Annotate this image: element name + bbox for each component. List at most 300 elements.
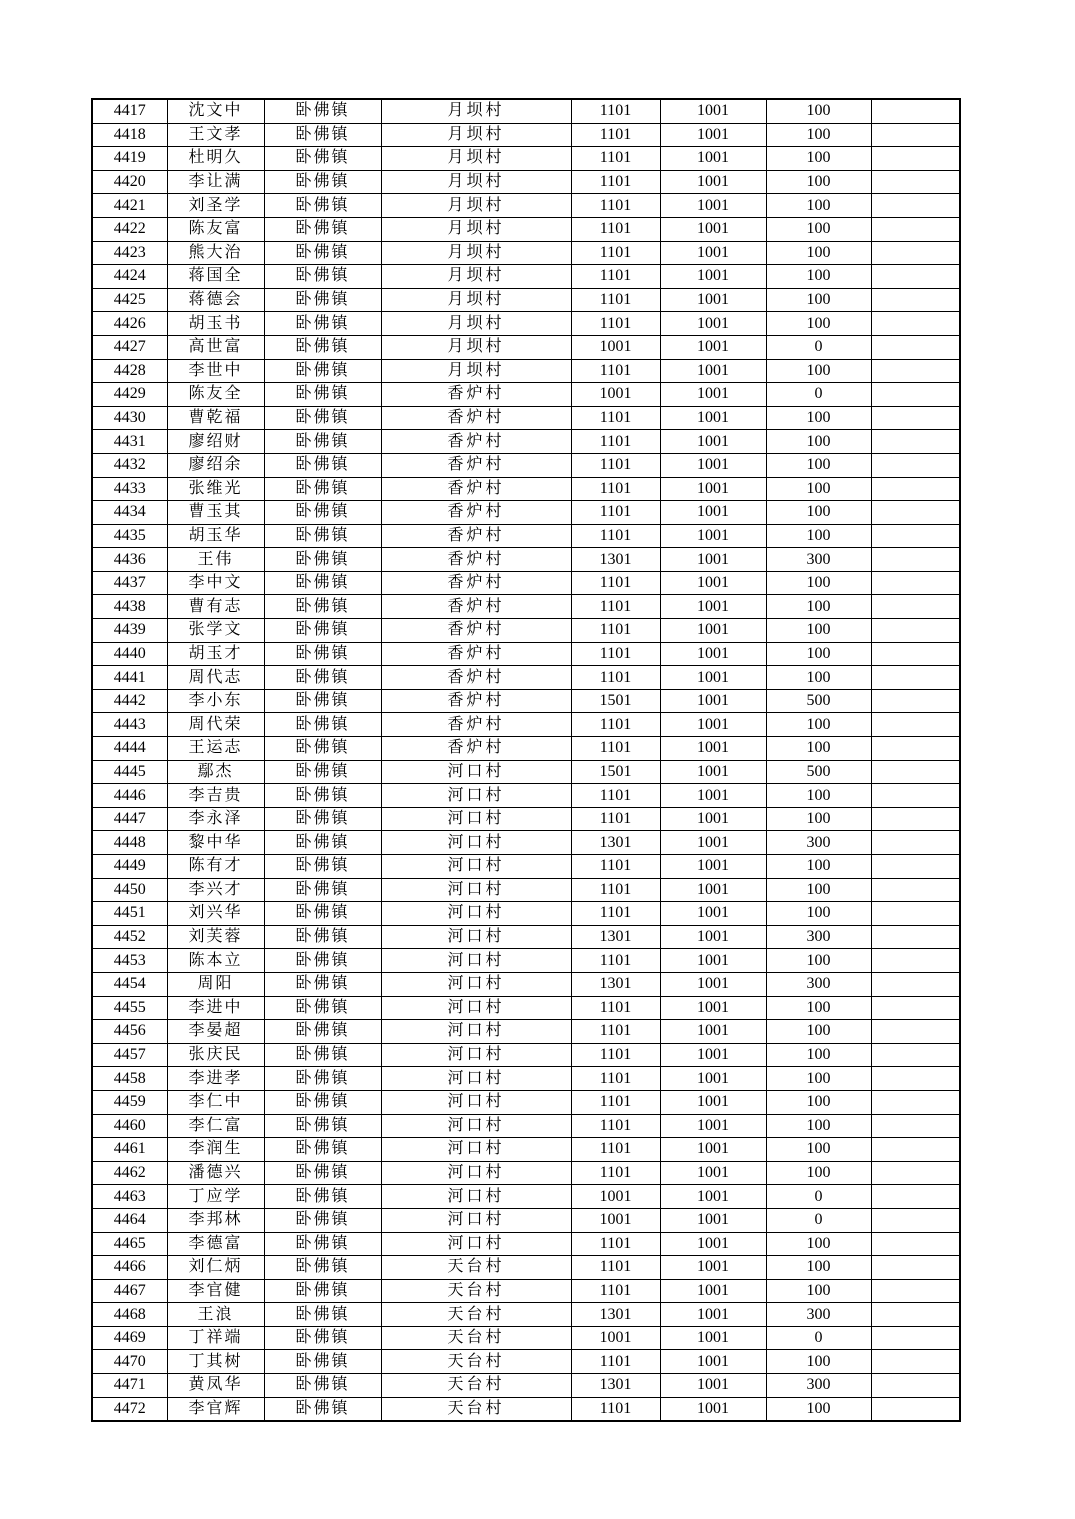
amount-cell: 100: [766, 123, 871, 147]
table-row: [92, 666, 960, 690]
note-cell: [871, 902, 960, 926]
village-cell: 香炉村: [381, 619, 571, 643]
town-cell: 卧佛镇: [264, 1256, 381, 1280]
town-cell: 卧佛镇: [264, 288, 381, 312]
town-cell: 卧佛镇: [264, 430, 381, 454]
village-cell: 河口村: [381, 1161, 571, 1185]
row-number-cell: 4430: [92, 406, 167, 430]
code-b-cell: 1001: [660, 194, 766, 218]
note-cell: [871, 1090, 960, 1114]
town-cell: 卧佛镇: [264, 1303, 381, 1327]
code-a-cell: 1101: [571, 194, 660, 218]
row-number-cell: 4441: [92, 666, 167, 690]
note-cell: [871, 642, 960, 666]
row-number-cell: 4457: [92, 1043, 167, 1067]
code-b-cell: 1001: [660, 595, 766, 619]
town-cell: 卧佛镇: [264, 925, 381, 949]
row-number-cell: 4465: [92, 1232, 167, 1256]
row-number-cell: 4418: [92, 123, 167, 147]
code-b-cell: 1001: [660, 666, 766, 690]
village-cell: 香炉村: [381, 548, 571, 572]
code-a-cell: 1101: [571, 1161, 660, 1185]
code-a-cell: 1501: [571, 689, 660, 713]
row-number-cell: 4443: [92, 713, 167, 737]
name-cell: 胡玉书: [167, 312, 264, 336]
note-cell: [871, 855, 960, 879]
name-cell: 廖绍财: [167, 430, 264, 454]
village-cell: 河口村: [381, 925, 571, 949]
name-cell: 李中文: [167, 571, 264, 595]
name-cell: 李仁中: [167, 1090, 264, 1114]
note-cell: [871, 241, 960, 265]
amount-cell: 300: [766, 972, 871, 996]
name-cell: 杜明久: [167, 147, 264, 171]
code-b-cell: 1001: [660, 737, 766, 761]
village-cell: 河口村: [381, 784, 571, 808]
code-b-cell: 1001: [660, 760, 766, 784]
code-b-cell: 1001: [660, 855, 766, 879]
town-cell: 卧佛镇: [264, 524, 381, 548]
note-cell: [871, 1326, 960, 1350]
village-cell: 月坝村: [381, 312, 571, 336]
row-number-cell: 4456: [92, 1020, 167, 1044]
amount-cell: 100: [766, 1114, 871, 1138]
name-cell: 沈文中: [167, 99, 264, 123]
note-cell: [871, 760, 960, 784]
code-b-cell: 1001: [660, 170, 766, 194]
note-cell: [871, 1161, 960, 1185]
amount-cell: 100: [766, 524, 871, 548]
town-cell: 卧佛镇: [264, 1043, 381, 1067]
town-cell: 卧佛镇: [264, 170, 381, 194]
note-cell: [871, 548, 960, 572]
name-cell: 刘芙蓉: [167, 925, 264, 949]
row-number-cell: 4426: [92, 312, 167, 336]
table-row: [92, 1138, 960, 1162]
table-row: [92, 737, 960, 761]
code-a-cell: 1101: [571, 1138, 660, 1162]
name-cell: 陈本立: [167, 949, 264, 973]
note-cell: [871, 406, 960, 430]
code-b-cell: 1001: [660, 1090, 766, 1114]
note-cell: [871, 265, 960, 289]
town-cell: 卧佛镇: [264, 501, 381, 525]
amount-cell: 100: [766, 147, 871, 171]
row-number-cell: 4468: [92, 1303, 167, 1327]
code-b-cell: 1001: [660, 312, 766, 336]
code-b-cell: 1001: [660, 265, 766, 289]
name-cell: 陈友富: [167, 217, 264, 241]
code-a-cell: 1101: [571, 359, 660, 383]
table-row: [92, 1114, 960, 1138]
name-cell: 周代志: [167, 666, 264, 690]
code-a-cell: 1101: [571, 996, 660, 1020]
code-a-cell: 1101: [571, 784, 660, 808]
row-number-cell: 4472: [92, 1397, 167, 1421]
code-a-cell: 1101: [571, 1020, 660, 1044]
town-cell: 卧佛镇: [264, 619, 381, 643]
village-cell: 天台村: [381, 1350, 571, 1374]
code-b-cell: 1001: [660, 878, 766, 902]
name-cell: 陈友全: [167, 383, 264, 407]
table-row: [92, 1350, 960, 1374]
town-cell: 卧佛镇: [264, 855, 381, 879]
table-row: [92, 925, 960, 949]
row-number-cell: 4449: [92, 855, 167, 879]
table-row: [92, 878, 960, 902]
row-number-cell: 4429: [92, 383, 167, 407]
village-cell: 月坝村: [381, 217, 571, 241]
town-cell: 卧佛镇: [264, 359, 381, 383]
code-b-cell: 1001: [660, 1256, 766, 1280]
code-a-cell: 1101: [571, 1090, 660, 1114]
code-a-cell: 1101: [571, 1350, 660, 1374]
town-cell: 卧佛镇: [264, 666, 381, 690]
amount-cell: 100: [766, 666, 871, 690]
table-row: [92, 170, 960, 194]
note-cell: [871, 831, 960, 855]
table-row: [92, 1303, 960, 1327]
row-number-cell: 4452: [92, 925, 167, 949]
table-row: [92, 430, 960, 454]
village-cell: 香炉村: [381, 477, 571, 501]
row-number-cell: 4454: [92, 972, 167, 996]
village-cell: 河口村: [381, 972, 571, 996]
town-cell: 卧佛镇: [264, 265, 381, 289]
town-cell: 卧佛镇: [264, 1185, 381, 1209]
amount-cell: 300: [766, 831, 871, 855]
town-cell: 卧佛镇: [264, 996, 381, 1020]
town-cell: 卧佛镇: [264, 123, 381, 147]
town-cell: 卧佛镇: [264, 760, 381, 784]
row-number-cell: 4459: [92, 1090, 167, 1114]
village-cell: 月坝村: [381, 241, 571, 265]
code-b-cell: 1001: [660, 501, 766, 525]
village-cell: 月坝村: [381, 288, 571, 312]
code-a-cell: 1301: [571, 831, 660, 855]
name-cell: 黄凤华: [167, 1374, 264, 1398]
town-cell: 卧佛镇: [264, 312, 381, 336]
code-a-cell: 1501: [571, 760, 660, 784]
amount-cell: 0: [766, 383, 871, 407]
amount-cell: 300: [766, 1374, 871, 1398]
village-cell: 香炉村: [381, 571, 571, 595]
village-cell: 河口村: [381, 1090, 571, 1114]
name-cell: 刘仁炳: [167, 1256, 264, 1280]
table-body: [92, 99, 960, 1421]
amount-cell: 0: [766, 1326, 871, 1350]
code-a-cell: 1001: [571, 1326, 660, 1350]
town-cell: 卧佛镇: [264, 713, 381, 737]
amount-cell: 100: [766, 217, 871, 241]
table-row: [92, 1256, 960, 1280]
town-cell: 卧佛镇: [264, 642, 381, 666]
note-cell: [871, 1185, 960, 1209]
town-cell: 卧佛镇: [264, 1090, 381, 1114]
row-number-cell: 4467: [92, 1279, 167, 1303]
village-cell: 香炉村: [381, 453, 571, 477]
code-a-cell: 1101: [571, 1232, 660, 1256]
code-b-cell: 1001: [660, 831, 766, 855]
table-row: [92, 1020, 960, 1044]
note-cell: [871, 689, 960, 713]
amount-cell: 0: [766, 1185, 871, 1209]
code-a-cell: 1101: [571, 265, 660, 289]
note-cell: [871, 147, 960, 171]
village-cell: 香炉村: [381, 666, 571, 690]
name-cell: 刘兴华: [167, 902, 264, 926]
table-row: [92, 1067, 960, 1091]
village-cell: 香炉村: [381, 524, 571, 548]
row-number-cell: 4448: [92, 831, 167, 855]
code-b-cell: 1001: [660, 241, 766, 265]
row-number-cell: 4427: [92, 335, 167, 359]
amount-cell: 100: [766, 1232, 871, 1256]
row-number-cell: 4424: [92, 265, 167, 289]
town-cell: 卧佛镇: [264, 453, 381, 477]
name-cell: 胡玉华: [167, 524, 264, 548]
amount-cell: 100: [766, 1256, 871, 1280]
code-b-cell: 1001: [660, 406, 766, 430]
code-b-cell: 1001: [660, 477, 766, 501]
amount-cell: 100: [766, 1350, 871, 1374]
village-cell: 月坝村: [381, 170, 571, 194]
name-cell: 张庆民: [167, 1043, 264, 1067]
code-a-cell: 1101: [571, 406, 660, 430]
note-cell: [871, 807, 960, 831]
name-cell: 李吉贵: [167, 784, 264, 808]
amount-cell: 0: [766, 335, 871, 359]
row-number-cell: 4435: [92, 524, 167, 548]
town-cell: 卧佛镇: [264, 147, 381, 171]
table-row: [92, 996, 960, 1020]
code-b-cell: 1001: [660, 1114, 766, 1138]
name-cell: 李官辉: [167, 1397, 264, 1421]
town-cell: 卧佛镇: [264, 807, 381, 831]
code-a-cell: 1101: [571, 453, 660, 477]
code-a-cell: 1101: [571, 524, 660, 548]
table-row: [92, 548, 960, 572]
code-b-cell: 1001: [660, 972, 766, 996]
village-cell: 天台村: [381, 1303, 571, 1327]
amount-cell: 100: [766, 1090, 871, 1114]
village-cell: 香炉村: [381, 713, 571, 737]
amount-cell: 100: [766, 359, 871, 383]
row-number-cell: 4463: [92, 1185, 167, 1209]
code-b-cell: 1001: [660, 1161, 766, 1185]
table-row: [92, 949, 960, 973]
amount-cell: 300: [766, 548, 871, 572]
village-cell: 河口村: [381, 878, 571, 902]
village-cell: 河口村: [381, 760, 571, 784]
note-cell: [871, 713, 960, 737]
code-a-cell: 1101: [571, 737, 660, 761]
row-number-cell: 4469: [92, 1326, 167, 1350]
town-cell: 卧佛镇: [264, 949, 381, 973]
village-cell: 天台村: [381, 1326, 571, 1350]
table-row: [92, 241, 960, 265]
code-a-cell: 1101: [571, 666, 660, 690]
note-cell: [871, 99, 960, 123]
amount-cell: 100: [766, 571, 871, 595]
table-row: [92, 524, 960, 548]
code-a-cell: 1101: [571, 1256, 660, 1280]
town-cell: 卧佛镇: [264, 1020, 381, 1044]
amount-cell: 100: [766, 265, 871, 289]
table-row: [92, 312, 960, 336]
town-cell: 卧佛镇: [264, 194, 381, 218]
code-a-cell: 1101: [571, 170, 660, 194]
name-cell: 黎中华: [167, 831, 264, 855]
amount-cell: 100: [766, 430, 871, 454]
name-cell: 李小东: [167, 689, 264, 713]
name-cell: 潘德兴: [167, 1161, 264, 1185]
amount-cell: 100: [766, 312, 871, 336]
table-row: [92, 359, 960, 383]
note-cell: [871, 619, 960, 643]
name-cell: 陈有才: [167, 855, 264, 879]
code-a-cell: 1101: [571, 949, 660, 973]
amount-cell: 300: [766, 1303, 871, 1327]
row-number-cell: 4460: [92, 1114, 167, 1138]
amount-cell: 100: [766, 99, 871, 123]
village-cell: 河口村: [381, 1067, 571, 1091]
code-b-cell: 1001: [660, 548, 766, 572]
code-a-cell: 1101: [571, 713, 660, 737]
village-cell: 河口村: [381, 996, 571, 1020]
code-a-cell: 1301: [571, 925, 660, 949]
note-cell: [871, 430, 960, 454]
note-cell: [871, 359, 960, 383]
code-b-cell: 1001: [660, 1350, 766, 1374]
table-row: [92, 99, 960, 123]
row-number-cell: 4445: [92, 760, 167, 784]
village-cell: 香炉村: [381, 501, 571, 525]
code-b-cell: 1001: [660, 925, 766, 949]
note-cell: [871, 383, 960, 407]
amount-cell: 100: [766, 1397, 871, 1421]
name-cell: 曹有志: [167, 595, 264, 619]
code-a-cell: 1301: [571, 1374, 660, 1398]
row-number-cell: 4451: [92, 902, 167, 926]
table-row: [92, 1279, 960, 1303]
code-a-cell: 1101: [571, 147, 660, 171]
village-cell: 天台村: [381, 1256, 571, 1280]
amount-cell: 100: [766, 902, 871, 926]
note-cell: [871, 1374, 960, 1398]
town-cell: 卧佛镇: [264, 1326, 381, 1350]
table-row: [92, 453, 960, 477]
village-cell: 月坝村: [381, 147, 571, 171]
row-number-cell: 4439: [92, 619, 167, 643]
code-a-cell: 1101: [571, 477, 660, 501]
code-b-cell: 1001: [660, 147, 766, 171]
village-cell: 天台村: [381, 1374, 571, 1398]
village-cell: 月坝村: [381, 335, 571, 359]
code-a-cell: 1301: [571, 1303, 660, 1327]
code-b-cell: 1001: [660, 713, 766, 737]
name-cell: 王伟: [167, 548, 264, 572]
table-row: [92, 1326, 960, 1350]
note-cell: [871, 595, 960, 619]
table-row: [92, 217, 960, 241]
note-cell: [871, 1067, 960, 1091]
town-cell: 卧佛镇: [264, 99, 381, 123]
code-b-cell: 1001: [660, 217, 766, 241]
code-b-cell: 1001: [660, 288, 766, 312]
amount-cell: 100: [766, 713, 871, 737]
code-a-cell: 1001: [571, 1185, 660, 1209]
note-cell: [871, 170, 960, 194]
village-cell: 河口村: [381, 807, 571, 831]
amount-cell: 100: [766, 595, 871, 619]
town-cell: 卧佛镇: [264, 595, 381, 619]
village-cell: 河口村: [381, 1185, 571, 1209]
village-cell: 香炉村: [381, 406, 571, 430]
code-a-cell: 1101: [571, 123, 660, 147]
code-b-cell: 1001: [660, 1303, 766, 1327]
code-a-cell: 1101: [571, 288, 660, 312]
amount-cell: 100: [766, 619, 871, 643]
row-number-cell: 4466: [92, 1256, 167, 1280]
table-row: [92, 1185, 960, 1209]
code-b-cell: 1001: [660, 1208, 766, 1232]
code-b-cell: 1001: [660, 123, 766, 147]
name-cell: 熊大治: [167, 241, 264, 265]
code-a-cell: 1101: [571, 878, 660, 902]
town-cell: 卧佛镇: [264, 1374, 381, 1398]
village-cell: 河口村: [381, 1138, 571, 1162]
note-cell: [871, 571, 960, 595]
code-a-cell: 1001: [571, 335, 660, 359]
note-cell: [871, 1020, 960, 1044]
town-cell: 卧佛镇: [264, 383, 381, 407]
note-cell: [871, 312, 960, 336]
name-cell: 李兴才: [167, 878, 264, 902]
code-a-cell: 1101: [571, 642, 660, 666]
village-cell: 天台村: [381, 1279, 571, 1303]
note-cell: [871, 1208, 960, 1232]
table-row: [92, 1374, 960, 1398]
table-row: [92, 642, 960, 666]
amount-cell: 100: [766, 1020, 871, 1044]
amount-cell: 100: [766, 241, 871, 265]
table-row: [92, 1043, 960, 1067]
code-a-cell: 1101: [571, 312, 660, 336]
town-cell: 卧佛镇: [264, 1067, 381, 1091]
code-a-cell: 1001: [571, 1208, 660, 1232]
code-a-cell: 1101: [571, 571, 660, 595]
note-cell: [871, 1232, 960, 1256]
note-cell: [871, 335, 960, 359]
table-row: [92, 595, 960, 619]
code-a-cell: 1101: [571, 501, 660, 525]
row-number-cell: 4433: [92, 477, 167, 501]
row-number-cell: 4417: [92, 99, 167, 123]
name-cell: 刘圣学: [167, 194, 264, 218]
row-number-cell: 4442: [92, 689, 167, 713]
town-cell: 卧佛镇: [264, 737, 381, 761]
code-a-cell: 1101: [571, 807, 660, 831]
code-a-cell: 1301: [571, 972, 660, 996]
table-row: [92, 335, 960, 359]
row-number-cell: 4464: [92, 1208, 167, 1232]
name-cell: 曹玉其: [167, 501, 264, 525]
table-row: [92, 288, 960, 312]
amount-cell: 100: [766, 949, 871, 973]
name-cell: 王文孝: [167, 123, 264, 147]
note-cell: [871, 878, 960, 902]
